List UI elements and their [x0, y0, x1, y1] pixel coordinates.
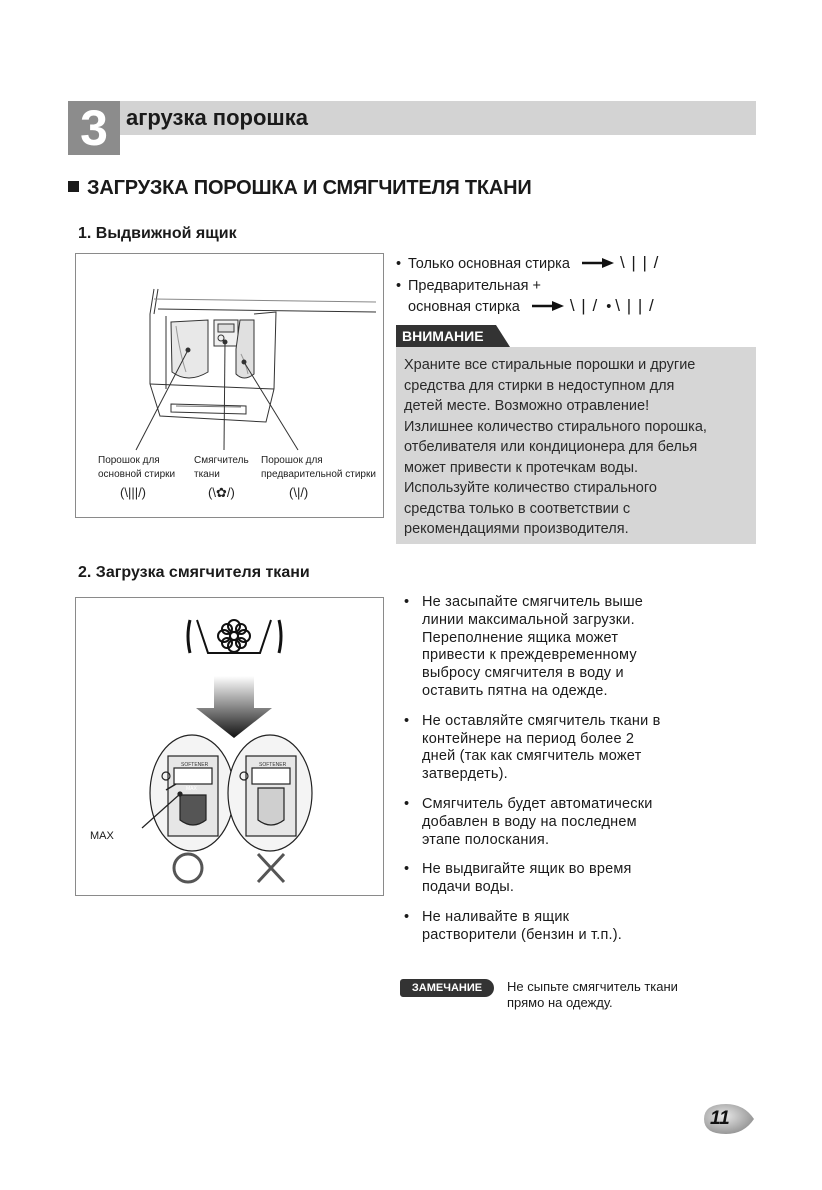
drawer-illustration: [76, 254, 383, 454]
softener-label-right: SOFTENER: [259, 762, 287, 768]
max-label: MAX: [90, 830, 114, 842]
wrong-cross-icon: [258, 854, 284, 882]
down-arrow-icon: [196, 676, 272, 738]
drawer-illustration-box: [75, 253, 384, 518]
note-text: Не сыпьте смягчитель ткани прямо на одежду.: [507, 979, 678, 1010]
section-number: 3: [68, 101, 120, 155]
bullet-prewash-main: • Предварительная +: [396, 278, 541, 294]
warning-tag: ВНИМАНИЕ: [402, 328, 484, 344]
softener-illustration-box: [75, 597, 384, 896]
label-prewash: Порошок для предварительной стирки (\|/): [261, 455, 376, 500]
bullet-item: • Не выдвигайте ящик во время подачи воды.: [404, 861, 632, 896]
bullet-main-only: • Только основная стирка \ | | /: [396, 253, 660, 272]
main-wash-compartment-symbol: \ | | /: [619, 253, 660, 272]
section-title: агрузка порошка: [126, 105, 308, 130]
page-title: [68, 176, 532, 200]
max-line-label: MAX: [186, 786, 197, 792]
bullet-item: • Не засыпайте смягчитель выше линии максимальной загрузки. Переполнение ящика может привести к преждевременному выбросу смягчителя в воду и оставить пятна на одежде.: [404, 594, 644, 699]
overfilled-example: [228, 735, 312, 851]
softener-symbol-icon: [188, 620, 281, 653]
page-title-text: ЗАГРУЗКА ПОРОШКА И СМЯГЧИТЕЛЯ ТКАНИ: [87, 177, 532, 199]
prewash-compartment-symbol: \ | /: [569, 296, 599, 315]
main-wash-compartment-symbol-2: \ | | /: [615, 296, 655, 315]
correct-fill-example: [142, 735, 234, 851]
warning-text: Храните все стиральные порошки и другие средства для стирки в недоступном для детей месте. Возможно отравление! Излишнее количество стирального порошка, отбеливателя или кондиционера для белья может привести к протечкам воды. Используйте количество стирального средства только в соответствии с рекомендациями производителя.: [396, 347, 756, 544]
softener-illustration: [76, 598, 383, 895]
page-number: 11: [710, 1108, 730, 1129]
softener-label-left: SOFTENER: [181, 762, 209, 768]
bullet-item: • Смягчитель будет автоматически добавлен в воду на последнем этапе полоскания.: [404, 795, 653, 848]
bullet-item: • Не наливайте в ящик растворители (бензин и т.п.).: [404, 908, 622, 943]
softener-bullets: [404, 594, 734, 945]
section2-title: 2. Загрузка смягчителя ткани: [78, 564, 310, 581]
correct-circle-icon: [174, 854, 202, 882]
label-main-wash: Порошок для основной стирки (\|||/): [98, 455, 176, 500]
square-bullet-icon: [68, 181, 79, 192]
bullet-item: • Не оставляйте смягчитель ткани в контейнере на период более 2 дней (так как смягчитель может затвердеть).: [404, 712, 661, 783]
softener-symbol: (\✿/): [208, 485, 235, 500]
prewash-symbol: (\|/): [289, 485, 309, 500]
arrow-right-icon: [582, 255, 614, 274]
main-wash-symbol: (\|||/): [120, 485, 147, 500]
note-tag: ЗАМЕЧАНИЕ: [400, 979, 494, 997]
section1-title: 1. Выдвижной ящик: [78, 225, 237, 242]
label-softener: Смягчитель ткани (\✿/): [194, 455, 249, 500]
arrow-right-icon: [532, 298, 564, 317]
bullet-prewash-main-line2: основная стирка \ | / • \ | | /: [408, 296, 655, 315]
